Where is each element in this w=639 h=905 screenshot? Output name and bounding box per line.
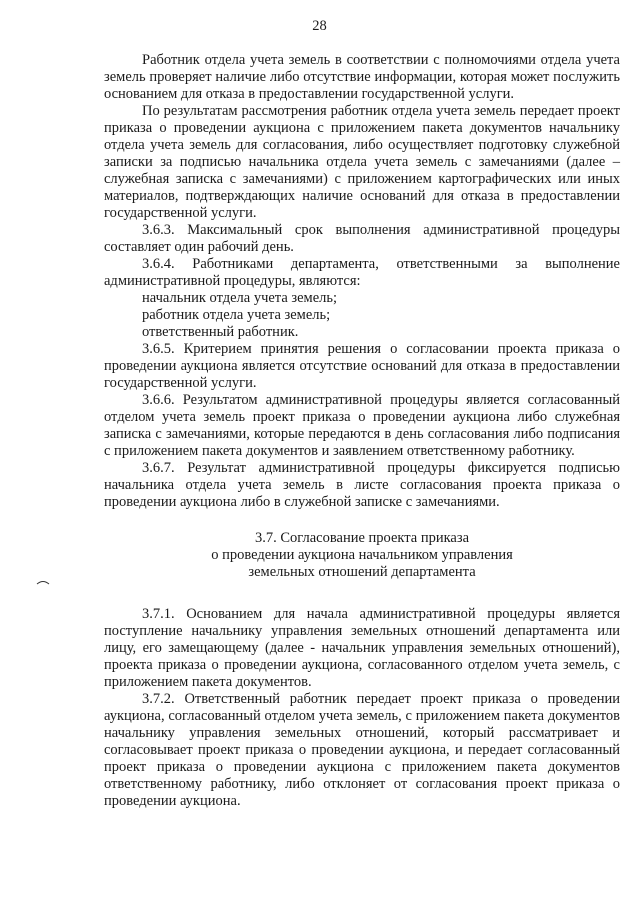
section-heading-line: о проведении аукциона начальником управления xyxy=(211,547,513,563)
paragraph: По результатам рассмотрения работник отдела учета земель передает проект приказа о проведении аукциона с приложением пакета документов начальнику отдела учета земель для согласования, либо осуществляет подготовку служебной записки за подписью начальника отдела учета земель с замечаниями (далее – служебная записка с замечаниями) с приложением картографических или иных материалов, подтверждающих наличие оснований для отказа в предоставлении государственной услуги. xyxy=(104,103,620,221)
document-body xyxy=(104,52,620,810)
section-heading-line: 3.7. Согласование проекта приказа xyxy=(254,530,470,546)
paragraph-3-6-3: 3.6.3. Максимальный срок выполнения административной процедуры составляет один рабочий день. xyxy=(104,222,620,255)
section-heading-line: земельных отношений департамента xyxy=(248,564,476,580)
page-number: 28 xyxy=(312,18,327,34)
paragraph-3-6-5: 3.6.5. Критерием принятия решения о согласовании проекта приказа о проведении аукциона является отсутствие оснований для отказа в предоставлении государственной услуги. xyxy=(104,341,620,391)
paragraph-3-6-6: 3.6.6. Результатом административной процедуры является согласованный отделом учета земель проект приказа о проведении аукциона либо служебная записка с замечаниями, которые передаются в день согласования либо подписания с приложением пакета документов и заявлением ответственному работнику. xyxy=(104,392,620,459)
paragraph-3-6-7: 3.6.7. Результат административной процедуры фиксируется подписью начальника отдела учета земель в листе согласования проекта приказа о проведении аукциона либо в служебной записке с замечаниями. xyxy=(104,460,620,510)
paragraph-3-6-4: 3.6.4. Работниками департамента, ответственными за выполнение административной процедуры, являются: xyxy=(104,256,620,289)
list-item: ответственный работник. xyxy=(142,324,299,340)
paragraph-3-7-1: 3.7.1. Основанием для начала административной процедуры является поступление начальнику управления земельных отношений департамента или лицу, его замещающему (далее - начальник управления земельных отношений), проекта приказа о проведении аукциона, согласованного отделом учета земель, с приложением пакета документов. xyxy=(104,606,620,690)
margin-mark-icon xyxy=(36,572,50,578)
paragraph-3-7-2: 3.7.2. Ответственный работник передает проект приказа о проведении аукциона, согласованный отделом учета земель, с приложением пакета документов начальнику управления земельных отношений, который рассматривает и согласовывает проект приказа о проведении аукциона, и передает согласованный проект приказа о проведении аукциона с приложением пакета документов ответственному работнику, либо отклоняет от согласования проект приказа о проведении аукциона. xyxy=(104,691,620,809)
paragraph: Работник отдела учета земель в соответствии с полномочиями отдела учета земель проверяет наличие либо отсутствие информации, которая может послужить основанием для отказа в предоставлении государственной услуги. xyxy=(104,52,620,102)
list-item: начальник отдела учета земель; xyxy=(142,290,338,306)
list-item: работник отдела учета земель; xyxy=(142,307,331,323)
